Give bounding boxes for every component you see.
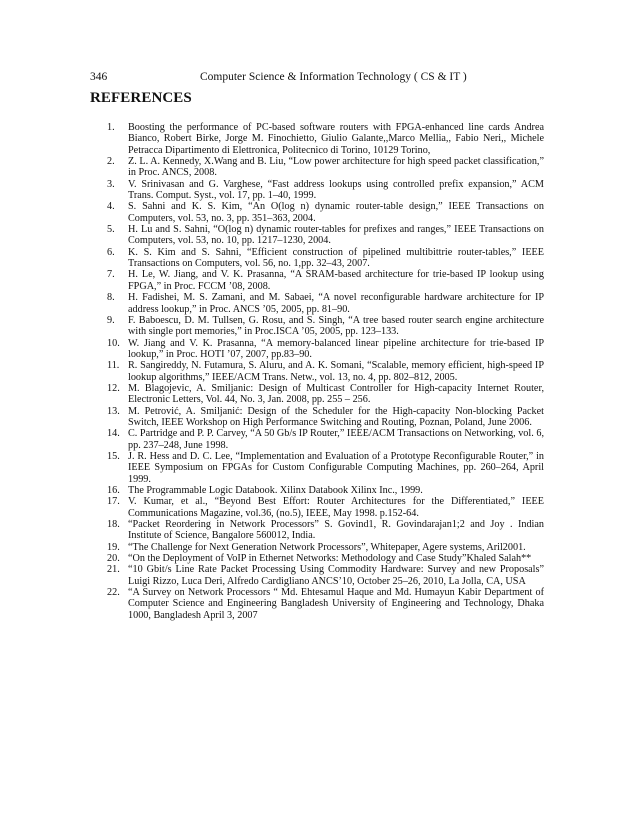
reference-item	[107, 564, 544, 587]
reference-text: V. Srinivasan and G. Varghese, “Fast address lookups using controlled prefix expansion,” ACM Trans. Comput. Syst., vol. 17, pp. 1–40, 1999.	[128, 178, 544, 202]
reference-text: H. Fadishei, M. S. Zamani, and M. Sabaei, “A novel reconfigurable hardware architecture for IP address lookup,” in Proc. ANCS ’05, 2005, pp. 81–90.	[128, 292, 544, 315]
reference-number: 15.	[107, 450, 120, 462]
reference-text: V. Kumar, et al., “Beyond Best Effort: Router Architectures for the Differentiated,” IEEE Communications Magazine, vol.36, (no.5), IEEE, May 1998. p.152-64.	[128, 496, 544, 519]
reference-item	[107, 179, 544, 202]
reference-item	[107, 360, 544, 383]
reference-text: Z. L. A. Kennedy, X.Wang and B. Liu, “Low power architecture for high speed packet classification,” in Proc. ANCS, 2008.	[128, 156, 544, 179]
reference-number: 13.	[107, 405, 120, 417]
reference-number: 9.	[107, 314, 115, 326]
reference-item	[107, 201, 544, 224]
reference-item	[107, 122, 544, 156]
reference-number: 1.	[107, 122, 115, 133]
reference-number: 16.	[107, 485, 120, 496]
reference-number: 4.	[107, 201, 115, 213]
reference-number: 14.	[107, 428, 120, 440]
reference-number: 12.	[107, 382, 120, 394]
reference-number: 3.	[107, 178, 115, 190]
reference-number: 17.	[107, 496, 120, 508]
reference-item	[107, 156, 544, 179]
reference-text: W. Jiang and V. K. Prasanna, “A memory-balanced linear pipeline architecture for trie-based IP lookup,” in Proc. HOTI ’07, 2007, pp.83–90.	[128, 337, 544, 360]
reference-text: S. Sahni and K. S. Kim, “An O(log n) dynamic router-table design,” IEEE Transactions on Computers, vol. 53, no. 3, pp. 351–363, 2004.	[128, 201, 544, 224]
page-number: 346	[90, 71, 108, 83]
reference-item	[107, 553, 544, 564]
reference-number: 20.	[107, 553, 120, 565]
reference-number: 18.	[107, 519, 120, 531]
journal-title: Computer Science & Information Technology ( CS & IT )	[200, 71, 467, 83]
reference-item	[107, 496, 544, 519]
reference-item	[107, 451, 544, 485]
reference-item	[107, 485, 544, 496]
reference-text: R. Sangireddy, N. Futamura, S. Aluru, and A. K. Somani, “Scalable, memory efficient, high-speed IP lookup algorithms,” IEEE/ACM Trans. Netw., vol. 13, no. 4, pp. 802–812, 2005.	[128, 360, 544, 383]
reference-number: 8.	[107, 292, 115, 304]
reference-number: 21.	[107, 564, 120, 576]
reference-text: J. R. Hess and D. C. Lee, “Implementation and Evaluation of a Prototype Reconfigurable Router,” in IEEE Symposium on FPGAs for Custom Configurable Computing Machines, pp. 260–264, April 1999.	[128, 450, 544, 485]
reference-item	[107, 292, 544, 315]
reference-list	[107, 122, 544, 621]
reference-item	[107, 269, 544, 292]
reference-number: 6.	[107, 246, 115, 258]
reference-text: “On the Deployment of VoIP in Ethernet Networks: Methodology and Case Study”Khaled Salah**	[128, 553, 532, 565]
reference-item	[107, 315, 544, 338]
reference-number: 2.	[107, 156, 115, 168]
reference-text: K. S. Kim and S. Sahni, “Efficient construction of pipelined multibittrie router-tables,” IEEE Transactions on Computers, vol. 56, no. 1,pp. 32–43, 2007.	[128, 246, 544, 270]
reference-number: 7.	[107, 269, 115, 281]
reference-number: 10.	[107, 337, 120, 349]
reference-number: 5.	[107, 224, 115, 236]
reference-item	[107, 247, 544, 270]
reference-item	[107, 519, 544, 542]
reference-text: Boosting the performance of PC-based software routers with FPGA-enhanced line cards Andrea Bianco, Robert Birke, Jorge M. Finochietto, Giulio Galante,,Marco Mellia,, Fabio Neri,, Michele Petracca Dipartimento di Elettronica, Politecnico di Torino, 10129 Torino,	[128, 122, 544, 156]
reference-text: H. Le, W. Jiang, and V. K. Prasanna, “A SRAM-based architecture for trie-based IP lookup using FPGA,” in Proc. FCCM ’08, 2008.	[128, 269, 544, 292]
reference-text: M. Blagojevic, A. Smiljanic: Design of Multicast Controller for High-capacity Internet Router, Electronic Letters, Vol. 44, No. 3, Jan. 2008, pp. 255 – 256.	[128, 382, 544, 406]
reference-text: “Packet Reordering in Network Processors” S. Govind1, R. Govindarajan1;2 and Joy . Indian Institute of Science, Bangalore 560012, India.	[128, 519, 544, 542]
reference-item	[107, 406, 544, 429]
reference-text: F. Baboescu, D. M. Tullsen, G. Rosu, and S. Singh, “A tree based router search engine architecture with single port memories,” in Proc.ISCA ’05, 2005, pp. 123–133.	[128, 314, 544, 338]
reference-item	[107, 428, 544, 451]
section-title: REFERENCES	[90, 90, 192, 106]
reference-number: 19.	[107, 541, 120, 553]
reference-text: “The Challenge for Next Generation Network Processors”, Whitepaper, Agere systems, Aril2001.	[128, 541, 526, 553]
reference-text: The Programmable Logic Databook. Xilinx Databook Xilinx Inc., 1999.	[128, 485, 423, 496]
reference-text: “10 Gbit/s Line Rate Packet Processing Using Commodity Hardware: Survey and new Proposals” Luigi Rizzo, Luca Deri, Alfredo Cardigliano ANCS’10, October 25–26, 2010, La Jolla, CA, USA	[128, 564, 544, 587]
reference-item	[107, 542, 544, 553]
reference-text: M. Petrović, A. Smiljanić: Design of the Scheduler for the High-capacity Non-blocking Packet Switch, IEEE Workshop on High Performance Switching and Routing, Poznan, Poland, June 2006.	[128, 405, 544, 428]
reference-number: 22.	[107, 587, 120, 599]
reference-number: 11.	[107, 360, 120, 372]
reference-text: C. Partridge and P. P. Carvey, “A 50 Gb/s IP Router,” IEEE/ACM Transactions on Networking, vol. 6, pp. 237–248, June 1998.	[128, 428, 544, 451]
reference-text: “A Survey on Network Processors “ Md. Ehtesamul Haque and Md. Humayun Kabir Department of Computer Science and Engineering Bangladesh University of Engineering and Technology, Dhaka 1000, Bangladesh April 3, 2007	[128, 587, 544, 621]
reference-item	[107, 224, 544, 247]
reference-item	[107, 383, 544, 406]
reference-text: H. Lu and S. Sahni, “O(log n) dynamic router-tables for prefixes and ranges,” IEEE Transactions on Computers, vol. 53, no. 10, pp. 1217–1230, 2004.	[128, 224, 544, 247]
reference-item	[107, 587, 544, 621]
reference-item	[107, 338, 544, 361]
